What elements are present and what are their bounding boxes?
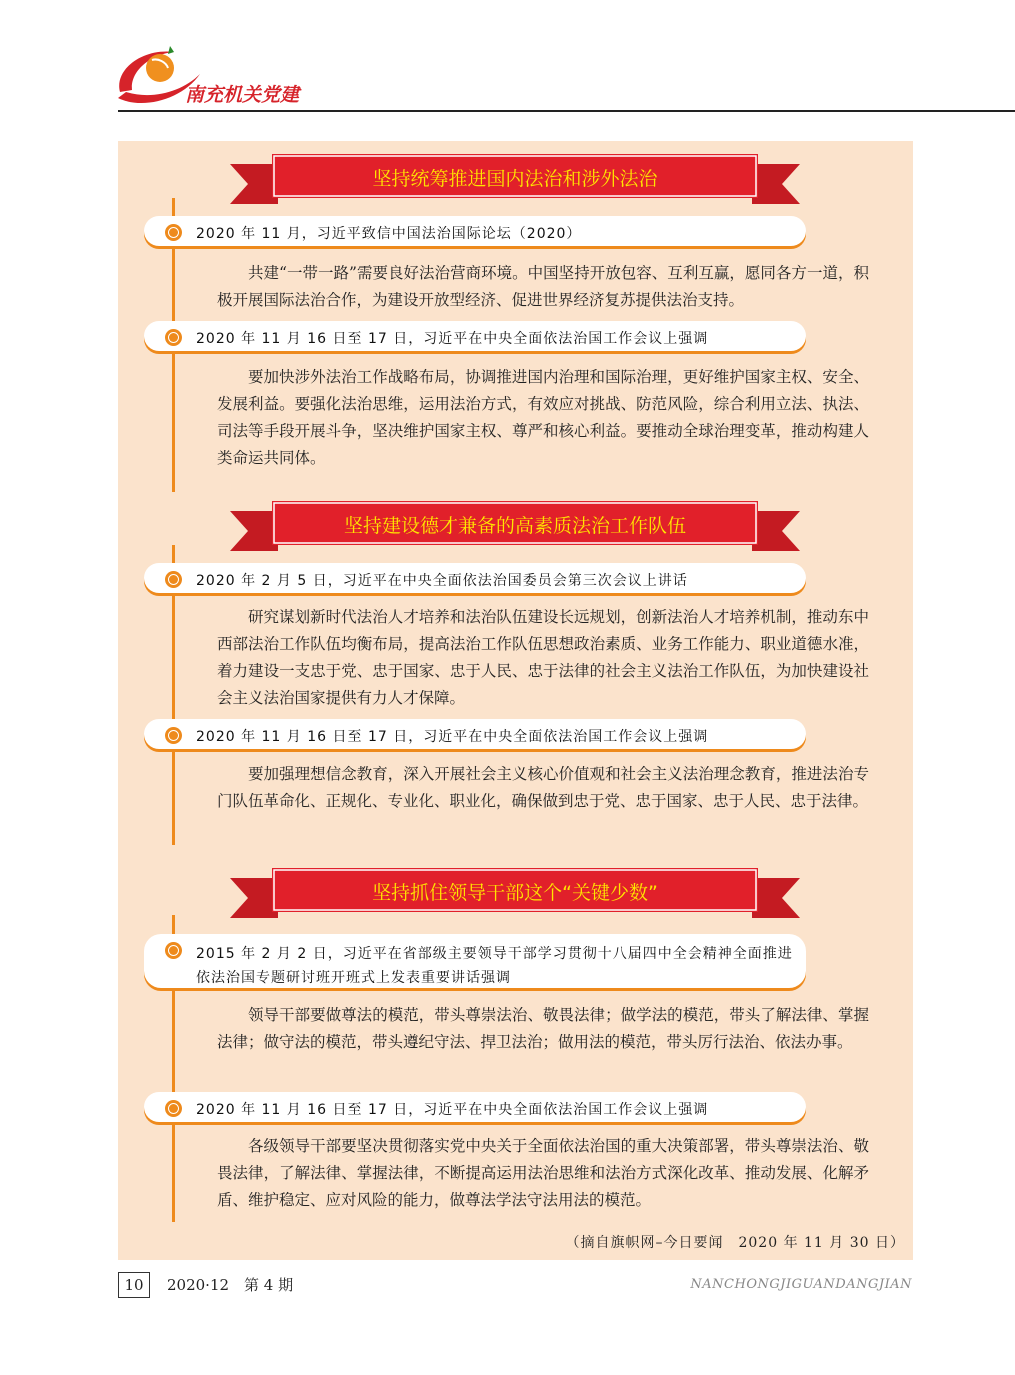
timeline-dot-icon [165, 571, 182, 588]
date-entry [144, 1092, 806, 1122]
issue-info: 2020·12 第 4 期 [167, 1276, 294, 1294]
section-title: 坚持建设德才兼备的高素质法治工作队伍 [343, 515, 686, 537]
footer-brand: NANCHONGJIGUANDANGJIAN [690, 1277, 912, 1292]
entry-body: 各级领导干部要坚决贯彻落实党中央关于全面依法治国的重大决策部署，带头尊崇法治、敬畏法律，了解法律、掌握法律，不断提高运用法治思维和法治方式深化改革、推动发展、化解矛盾、维护稳定、应对风险的能力，做尊法学法守法用法的模范。 [217, 1137, 869, 1209]
entry-body: 要加快涉外法治工作战略布局，协调推进国内治理和国际治理，更好维护国家主权、安全、发展利益。要强化法治思维，运用法治方式，有效应对挑战、防范风险，综合利用立法、执法、司法等手段开展斗争，坚决维护国家主权、尊严和核心利益。要推动全球治理变革，推动构建人类命运共同体。 [217, 368, 869, 467]
entry-body: 要加强理想信念教育，深入开展社会主义核心价值观和社会主义法治理念教育，推进法治专门队伍革命化、正规化、专业化、职业化，确保做到忠于党、忠于国家、忠于人民、忠于法律。 [217, 765, 869, 810]
header-rule [118, 110, 1015, 112]
timeline-dot-icon [165, 329, 182, 346]
entry-date-line: 2020 年 11 月 16 日至 17 日，习近平在中央全面依法治国工作会议上强调 [196, 331, 709, 347]
section-title: 坚持统筹推进国内法治和涉外法治 [372, 168, 658, 190]
entry-date-line: 2020 年 11 月 16 日至 17 日，习近平在中央全面依法治国工作会议上强调 [196, 729, 709, 745]
date-entry [144, 321, 806, 351]
source-citation: （摘自旗帜网–今日要闻 2020 年 11 月 30 日） [565, 1235, 905, 1251]
entry-date-line: 2015 年 2 月 2 日，习近平在省部级主要领导干部学习贯彻十八届四中全会精神全面推进依法治国专题研讨班开班式上发表重要讲话强调 [196, 946, 793, 986]
entry-date-line: 2020 年 11 月，习近平致信中国法治国际论坛（2020） [196, 226, 582, 242]
section-banner [230, 497, 800, 559]
entry-body: 领导干部要做尊法的模范，带头尊崇法治、敬畏法律；做学法的模范，带头了解法律、掌握法律；做守法的模范，带头遵纪守法、捍卫法治；做用法的模范，带头厉行法治、依法办事。 [217, 1006, 869, 1051]
date-entry [144, 563, 806, 593]
timeline-dot-icon [165, 942, 182, 959]
entry-date-line: 2020 年 2 月 5 日，习近平在中央全面依法治国委员会第三次会议上讲话 [196, 573, 688, 589]
publication-title: 南充机关党建 [185, 84, 300, 106]
entry-body: 研究谋划新时代法治人才培养和法治队伍建设长远规划，创新法治人才培养机制，推动东中西部法治工作队伍均衡布局，提高法治工作队伍思想政治素质、业务工作能力、职业道德水准，着力建设一支忠于党、忠于国家、忠于人民、忠于法律的社会主义法治工作队伍，为加快建设社会主义法治国家提供有力人才保障。 [217, 608, 869, 707]
section-title: 坚持抓住领导干部这个“关键少数” [372, 882, 658, 904]
section-banner [230, 864, 800, 926]
entry-body: 共建“一带一路”需要良好法治营商环境。中国坚持开放包容、互利互赢，愿同各方一道，积极开展国际法治合作，为建设开放型经济、促进世界经济复苏提供法治支持。 [217, 264, 869, 309]
timeline-dot-icon [165, 1100, 182, 1117]
date-entry [144, 216, 806, 246]
entry-date-line: 2020 年 11 月 16 日至 17 日，习近平在中央全面依法治国工作会议上强调 [196, 1102, 709, 1118]
date-entry [144, 719, 806, 749]
page-header [0, 0, 1015, 115]
section-banner [230, 150, 800, 212]
timeline-dot-icon [165, 224, 182, 241]
date-entry [144, 934, 806, 988]
page-number: 10 [118, 1272, 150, 1298]
timeline-dot-icon [165, 727, 182, 744]
